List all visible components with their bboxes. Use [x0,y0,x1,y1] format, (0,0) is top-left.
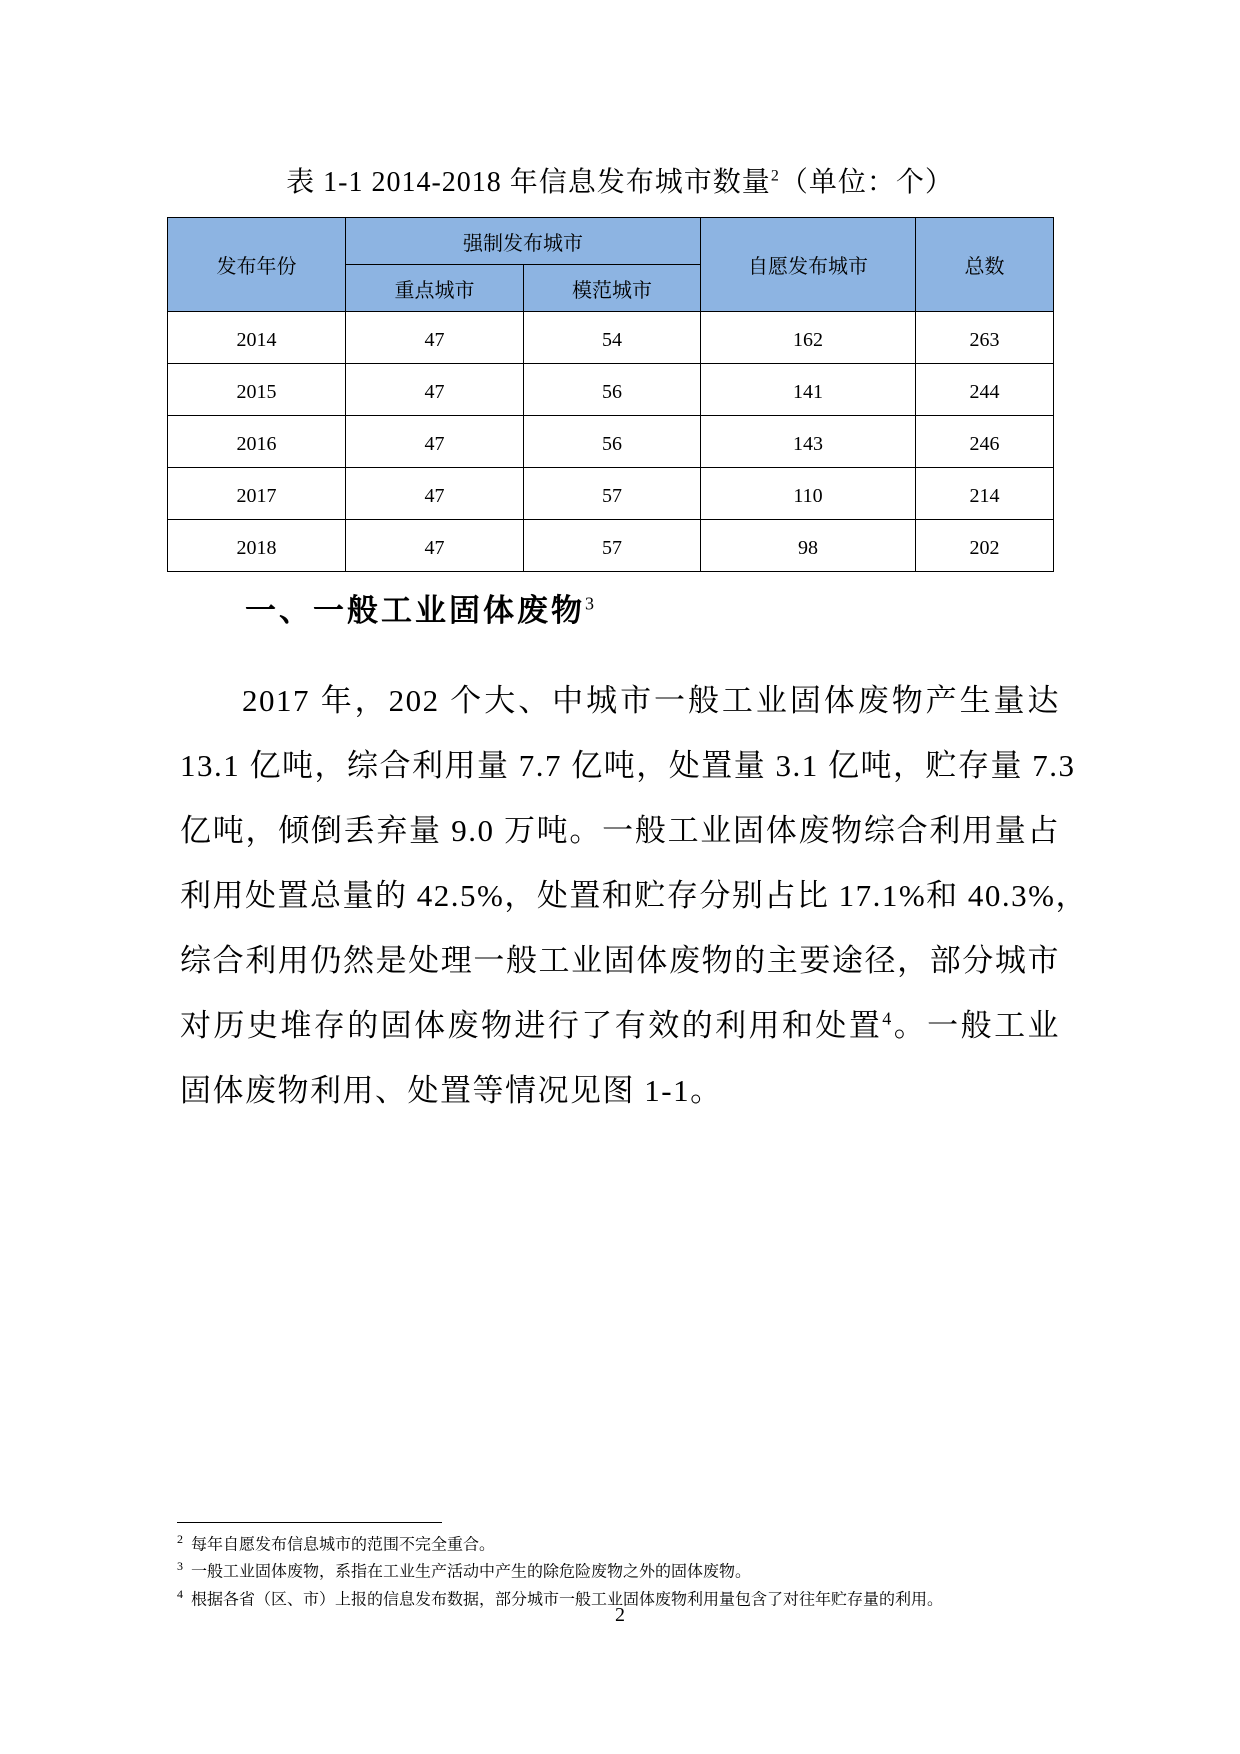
cell-model: 54 [524,312,701,364]
cell-year: 2015 [168,364,346,416]
cell-voluntary: 98 [701,520,916,572]
footnote-number: 4 [177,1586,183,1601]
page-number: 2 [615,1604,625,1626]
cell-model: 57 [524,468,701,520]
footnote-number: 2 [177,1532,183,1546]
cell-total: 244 [916,364,1054,416]
header-key-cities: 重点城市 [346,265,524,312]
footnote-text: 根据各省（区、市）上报的信息发布数据，部分城市一般工业固体废物利用量包含了对往年贮存量的利用。 [191,1588,944,1608]
cell-voluntary: 110 [701,468,916,520]
cell-voluntary: 162 [701,312,916,364]
paragraph-line [180,993,1060,1058]
header-voluntary: 自愿发布城市 [701,218,916,312]
table-caption [0,160,1240,200]
cell-year: 2014 [168,312,346,364]
footnote-item [177,1528,1077,1555]
cell-key: 47 [346,364,524,416]
table-caption-unit: （单位：个） [779,167,954,198]
paragraph-line-text: 对历史堆存的固体废物进行了有效的利用和处置 [180,1008,883,1043]
paragraph-line: 利用处置总量的 42.5%，处置和贮存分别占比 17.1%和 40.3%， [180,878,1088,913]
cell-model: 57 [524,520,701,572]
cell-year: 2018 [168,520,346,572]
section-heading [245,585,597,630]
paragraph-line: 2017 年，202 个大、中城市一般工业固体废物产生量达 [242,683,1060,718]
cell-key: 47 [346,520,524,572]
body-paragraph [180,668,1088,1123]
footnote-item [177,1555,1077,1582]
cell-total: 263 [916,312,1054,364]
footnote-separator [177,1522,442,1523]
cell-year: 2016 [168,416,346,468]
table-row [168,520,1054,572]
cell-key: 47 [346,312,524,364]
cell-year: 2017 [168,468,346,520]
paragraph-line: 综合利用仍然是处理一般工业固体废物的主要途径，部分城市 [180,943,1060,978]
table-row [168,364,1054,416]
footnotes [177,1528,1077,1610]
footnote-text: 每年自愿发布信息城市的范围不完全重合。 [191,1534,496,1554]
cell-key: 47 [346,416,524,468]
cell-model: 56 [524,416,701,468]
table-row [168,312,1054,364]
table-caption-text: 表 1-1 2014-2018 年信息发布城市数量 [286,167,771,198]
footnote-ref-2: 2 [770,167,780,185]
cell-total: 246 [916,416,1054,468]
section-heading-text: 一、一般工业固体废物 [245,593,585,629]
paragraph-line-text: 。一般工业 [892,1008,1061,1043]
cell-voluntary: 141 [701,364,916,416]
paragraph-line: 固体废物利用、处置等情况见图 1-1。 [180,1073,723,1108]
cell-total: 214 [916,468,1054,520]
paragraph-line: 13.1 亿吨，综合利用量 7.7 亿吨，处置量 3.1 亿吨，贮存量 7.3 [180,748,1076,783]
table-row [168,416,1054,468]
footnote-text: 一般工业固体废物，系指在工业生产活动中产生的除危险废物之外的固体废物。 [191,1561,752,1581]
cell-total: 202 [916,520,1054,572]
header-total: 总数 [916,218,1054,312]
footnote-ref-4: 4 [882,1008,893,1029]
cell-voluntary: 143 [701,416,916,468]
paragraph-line: 亿吨，倾倒丢弃量 9.0 万吨。一般工业固体废物综合利用量占 [180,813,1060,848]
footnote-ref-3: 3 [585,593,597,614]
header-mandatory-group: 强制发布城市 [346,218,701,265]
header-model-cities: 模范城市 [524,265,701,312]
city-count-table [167,217,1054,572]
table-row [168,468,1054,520]
cell-key: 47 [346,468,524,520]
footnote-number: 3 [177,1559,183,1574]
header-year: 发布年份 [168,218,346,312]
cell-model: 56 [524,364,701,416]
